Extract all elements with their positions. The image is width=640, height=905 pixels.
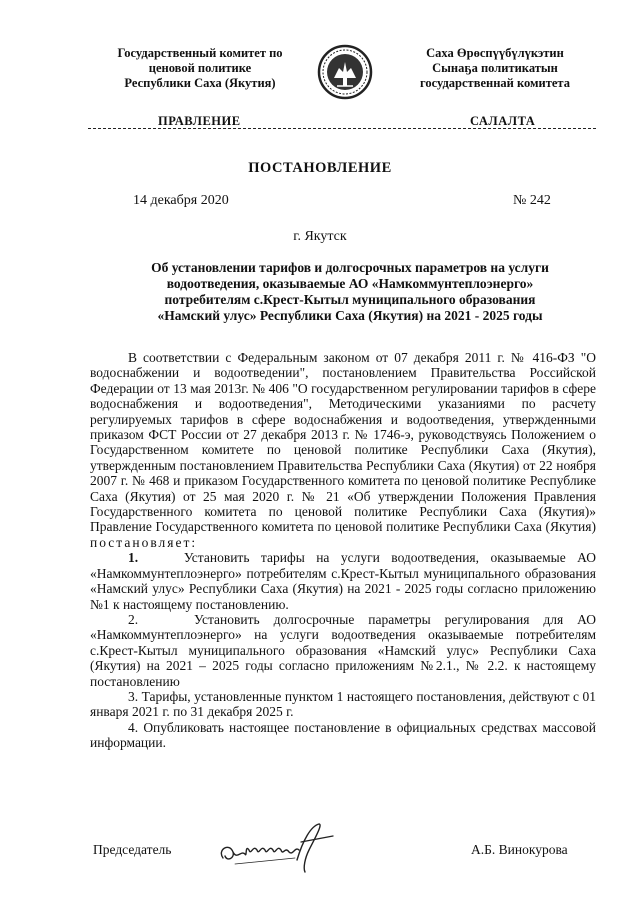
decree-word: постановляет: xyxy=(90,534,198,550)
item-1-number: 1. xyxy=(128,550,139,566)
item-1-text: Установить тарифы на услуги водоотведения, оказываемые АО «Намкоммунтеплоэнерго» потребителям с.Крест-Кытыл муниципального образования «Намский улус» Республики Саха (Якутия) на 2021 - 2025 годы согласно приложению №1 к настоящему постановлению. xyxy=(90,550,596,612)
item-4-paragraph: 4. Опубликовать настоящее постановление в официальных средствах массовой информации. xyxy=(90,719,596,751)
document-title: ПОСТАНОВЛЕНИЕ xyxy=(248,160,392,176)
subject-line-2: водоотведения, оказываемые АО «Намкоммунтеплоэнерго» xyxy=(166,276,534,291)
item-1-paragraph xyxy=(90,550,596,612)
header-right-line-1: Саха Өрөспүүбүлүкэтин xyxy=(426,46,564,60)
document-date: 14 декабря 2020 xyxy=(133,193,229,208)
item-2-text: Установить долгосрочные параметры регулирования для АО «Намкоммунтеплоэнерго» на услуги водоотведения оказываемые потребителям с.Крест-Кытыл муниципального образования «Намский улус» Республики Саха (Якутия) на 2021 – 2025 годы согласно приложениям №2.1., № 2.2. к настоящему постановлению xyxy=(90,611,597,689)
item-2-paragraph xyxy=(90,612,596,689)
subject-line-3: потребителям с.Крест-Кытыл муниципального образования xyxy=(164,292,536,307)
document-number: № 242 xyxy=(513,193,551,208)
item-2-number: 2. xyxy=(128,611,139,627)
item-3-paragraph: 3. Тарифы, установленные пунктом 1 настоящего постановления, действуют с 01 января 2021 г. по 31 декабря 2025 г. xyxy=(90,688,596,720)
header-left-line-2: ценовой политике xyxy=(148,61,252,75)
header-right-line-2: Сынаҕа политикатын xyxy=(432,61,558,75)
subject-line-4: «Намский улус» Республики Саха (Якутия) на 2021 - 2025 годы xyxy=(157,308,543,323)
coat-of-arms-emblem xyxy=(317,42,373,102)
document-city: г. Якутск xyxy=(293,229,347,244)
document-body xyxy=(90,350,596,751)
subject-line-1: Об установлении тарифов и долгосрочных параметров на услуги xyxy=(151,260,549,275)
signatory-role: Председатель xyxy=(93,842,172,857)
header-right-org xyxy=(405,46,585,91)
header-left-line-1: Государственный комитет по xyxy=(117,46,283,60)
header-right-subtitle: САЛАЛТА xyxy=(470,114,536,128)
header-divider xyxy=(88,128,596,129)
header-right-line-3: государственнай комитета xyxy=(420,76,570,90)
signatory-name: А.Б. Винокурова xyxy=(471,842,568,857)
preamble-paragraph xyxy=(90,350,596,550)
header-left-subtitle: ПРАВЛЕНИЕ xyxy=(158,114,241,128)
header-left-line-3: Республики Саха (Якутия) xyxy=(124,76,276,90)
preamble-text: В соответствии с Федеральным законом от 07 декабря 2011 г. № 416-ФЗ "О водоснабжении и водоотведении", постановлением Правительства Российской Федерации от 13 мая 2013г. № 406 "О государственном регулировании тарифов в сфере водоснабжения и водоотведения", Методическими указаниями по расчету регулируемых тарифов в сфере водоснабжения и водоотведения, утвержденными приказом ФСТ России от 27 декабря 2013 г. № 1746-э, руководствуясь Положением о Государственном комитете по ценовой политике Республики Саха (Якутия), утвержденным постановлением Правительства Республики Саха (Якутия) от 22 ноября 2007 г. № 468 и приказом Государственного комитета по ценовой политике Республике Саха (Якутия) от 25 мая 2020 г. № 21 «Об утверждении Положения Правления Государственного комитета по ценовой политике Республики Саха (Якутия)» Правление Государственного комитета по ценовой политике Республики Саха (Якутия) xyxy=(90,350,596,535)
handwritten-signature xyxy=(215,820,345,875)
header-left-org xyxy=(100,46,300,91)
document-subject xyxy=(110,260,590,324)
